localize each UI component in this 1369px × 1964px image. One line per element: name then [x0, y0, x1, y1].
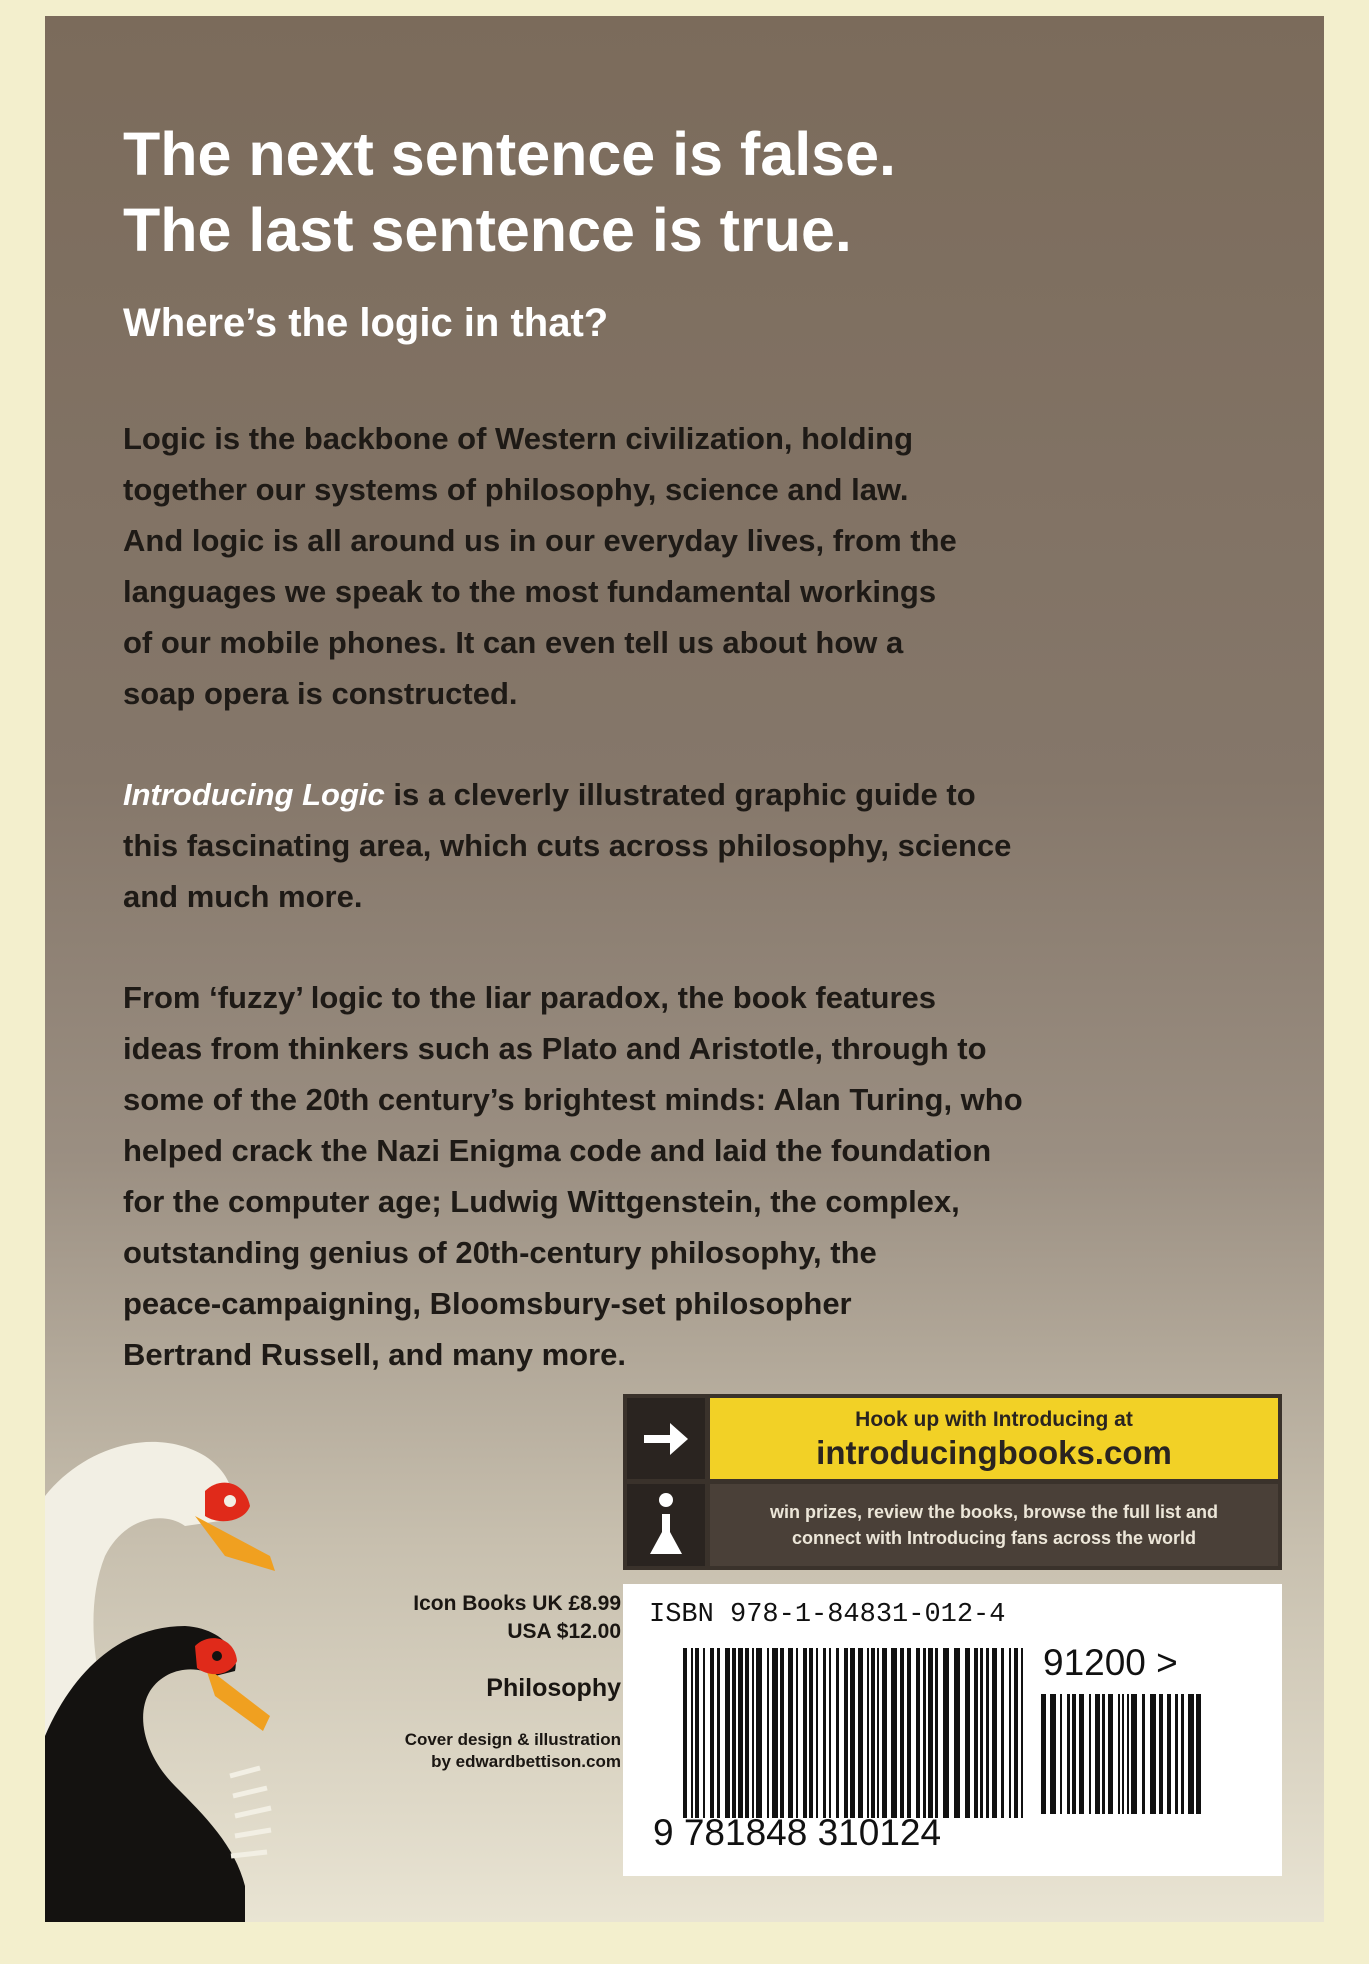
category-label: Philosophy	[486, 1674, 621, 1702]
barcode-bar	[1196, 1694, 1201, 1814]
paragraph-line: and much more.	[123, 879, 363, 914]
barcode-bar	[1142, 1694, 1145, 1814]
barcode-bar	[1102, 1694, 1105, 1814]
paragraph-line: And logic is all around us in our everyday lives, from the	[123, 523, 957, 558]
barcode-bar	[752, 1648, 754, 1818]
paragraph-line: Logic is the backbone of Western civilization, holding	[123, 421, 914, 456]
barcode-bar	[816, 1648, 818, 1818]
barcode-bar	[1150, 1694, 1156, 1814]
black-swan-eye	[212, 1651, 222, 1661]
white-swan-eye	[224, 1495, 236, 1507]
paragraph-line: for the computer age; Ludwig Wittgenstein, the complex,	[123, 1184, 960, 1219]
paragraph-line: this fascinating area, which cuts across philosophy, science	[123, 828, 1012, 863]
barcode-addon-digits: 91200 >	[1043, 1642, 1178, 1683]
barcode-bar	[796, 1648, 798, 1818]
paragraph-line: ideas from thinkers such as Plato and Aristotle, through to	[123, 1031, 987, 1066]
paragraph-line: languages we speak to the most fundamental workings	[123, 574, 937, 609]
paragraph-intro	[123, 413, 1313, 719]
credit-line: by edwardbettison.com	[431, 1752, 621, 1771]
barcode-addon-bars	[1041, 1694, 1201, 1814]
barcode-bar	[954, 1648, 960, 1818]
barcode-bar	[916, 1648, 920, 1818]
barcode-bar	[1175, 1694, 1178, 1814]
barcode-bar	[823, 1648, 826, 1818]
info-icon	[627, 1484, 705, 1566]
barcode-bars	[683, 1648, 1023, 1818]
barcode-bar	[683, 1648, 687, 1818]
paragraph-line: some of the 20th century’s brightest minds: Alan Turing, who	[123, 1082, 1023, 1117]
barcode-bar	[1014, 1648, 1018, 1818]
barcode-bar	[717, 1648, 720, 1818]
barcode-bar	[974, 1648, 978, 1818]
paragraph-line: peace-campaigning, Bloomsbury-set philosopher	[123, 1286, 852, 1321]
barcode-bar	[1118, 1694, 1120, 1814]
barcode-bar	[1072, 1694, 1076, 1814]
barcode-bar	[935, 1648, 938, 1818]
barcode-bar	[867, 1648, 869, 1818]
promo-headline[interactable]	[710, 1398, 1278, 1479]
barcode-bar	[809, 1648, 813, 1818]
barcode-bar	[858, 1648, 863, 1818]
barcode-bar	[1167, 1694, 1171, 1814]
barcode-bar	[882, 1648, 887, 1818]
barcode-bar	[732, 1648, 736, 1818]
barcode-bar	[850, 1648, 855, 1818]
barcode-box	[623, 1584, 1282, 1876]
barcode-bar	[1181, 1694, 1184, 1814]
barcode-bar	[745, 1648, 749, 1818]
barcode-bar	[695, 1648, 699, 1818]
barcode-bar	[1127, 1694, 1129, 1814]
barcode-bar	[1009, 1648, 1011, 1818]
barcode-bar	[907, 1648, 911, 1818]
barcode-bar	[1050, 1694, 1056, 1814]
promo-url-link[interactable]: introducingbooks.com	[816, 1434, 1172, 1471]
barcode-bar	[1108, 1694, 1113, 1814]
barcode-bar	[980, 1648, 983, 1818]
headline-line-2: The last sentence is true.	[123, 196, 852, 264]
barcode-bar	[900, 1648, 904, 1818]
barcode-bar	[710, 1648, 714, 1818]
barcode-bar	[756, 1648, 762, 1818]
barcode-bar	[1122, 1694, 1124, 1814]
barcode-bar	[1159, 1694, 1163, 1814]
barcode-bar	[1021, 1648, 1023, 1818]
barcode-bar	[780, 1648, 784, 1818]
barcode-bar	[1188, 1694, 1194, 1814]
swans-illustration	[45, 1406, 305, 1922]
paragraph-line: From ‘fuzzy’ logic to the liar paradox, the book features	[123, 980, 937, 1015]
barcode-bar	[725, 1648, 730, 1818]
paragraph-line: outstanding genius of 20th-century philosophy, the	[123, 1235, 877, 1270]
price-block	[405, 1592, 621, 1773]
barcode-bar	[891, 1648, 897, 1818]
credit-line: Cover design & illustration	[404, 1730, 621, 1749]
barcode-bar	[1060, 1694, 1062, 1814]
book-title: Introducing Logic	[123, 777, 385, 812]
barcode-bar	[844, 1648, 848, 1818]
promo-description	[710, 1484, 1278, 1566]
barcode-bar	[1089, 1694, 1091, 1814]
barcode-bar	[691, 1648, 693, 1818]
promo-desc-line: connect with Introducing fans across the world	[791, 1528, 1197, 1548]
white-swan-beak	[195, 1516, 275, 1571]
barcode-bar	[1067, 1694, 1070, 1814]
black-swan-beak	[205, 1666, 270, 1731]
barcode-bar	[1001, 1648, 1004, 1818]
isbn-label: ISBN 978-1-84831-012-4	[649, 1600, 1006, 1630]
barcode-bar	[1131, 1694, 1137, 1814]
arrow-right-icon	[627, 1398, 705, 1479]
barcode-bar	[703, 1648, 705, 1818]
subheadline: Where’s the logic in that?	[123, 301, 609, 345]
barcode-bar	[738, 1648, 743, 1818]
barcode-bar	[767, 1648, 769, 1818]
barcode-bar	[788, 1648, 793, 1818]
paragraph-thinkers	[123, 972, 1313, 1380]
paragraph-line: Bertrand Russell, and many more.	[123, 1337, 627, 1372]
paragraph-line: together our systems of philosophy, science and law.	[123, 472, 909, 507]
barcode-digits: 9 781848 310124	[653, 1812, 942, 1853]
barcode-bar	[1095, 1694, 1100, 1814]
price-uk: Icon Books UK £8.99	[413, 1592, 621, 1615]
promo-desc-line: win prizes, review the books, browse the full list and	[769, 1502, 1219, 1522]
headline	[123, 116, 896, 268]
barcode-bar	[871, 1648, 875, 1818]
barcode-bar	[772, 1648, 778, 1818]
paragraph-line: soap opera is constructed.	[123, 676, 518, 711]
headline-line-1: The next sentence is false.	[123, 120, 896, 188]
promo-line: Hook up with Introducing at	[855, 1408, 1133, 1431]
barcode-bar	[803, 1648, 807, 1818]
barcode-bar	[928, 1648, 933, 1818]
barcode-bar	[1041, 1694, 1046, 1814]
paragraph-book-description	[123, 769, 1313, 922]
paragraph-line	[123, 769, 1313, 820]
paragraph-line: of our mobile phones. It can even tell us about how a	[123, 625, 904, 660]
cover-credit	[405, 1729, 621, 1773]
barcode-bar	[1079, 1694, 1084, 1814]
barcode-bar	[965, 1648, 970, 1818]
barcode-bar	[923, 1648, 926, 1818]
barcode-bar	[943, 1648, 949, 1818]
barcode-bar	[829, 1648, 831, 1818]
back-cover	[45, 16, 1324, 1922]
barcode-bar	[992, 1648, 997, 1818]
barcode-bar	[986, 1648, 989, 1818]
paragraph-text: is a cleverly illustrated graphic guide to	[384, 777, 976, 812]
barcode-bar	[836, 1648, 839, 1818]
paragraph-line: helped crack the Nazi Enigma code and laid the foundation	[123, 1133, 992, 1168]
promo-box	[623, 1394, 1282, 1570]
black-swan-wing-stripes	[230, 1768, 271, 1856]
barcode-bar	[877, 1648, 879, 1818]
price-us: USA $12.00	[507, 1620, 621, 1643]
